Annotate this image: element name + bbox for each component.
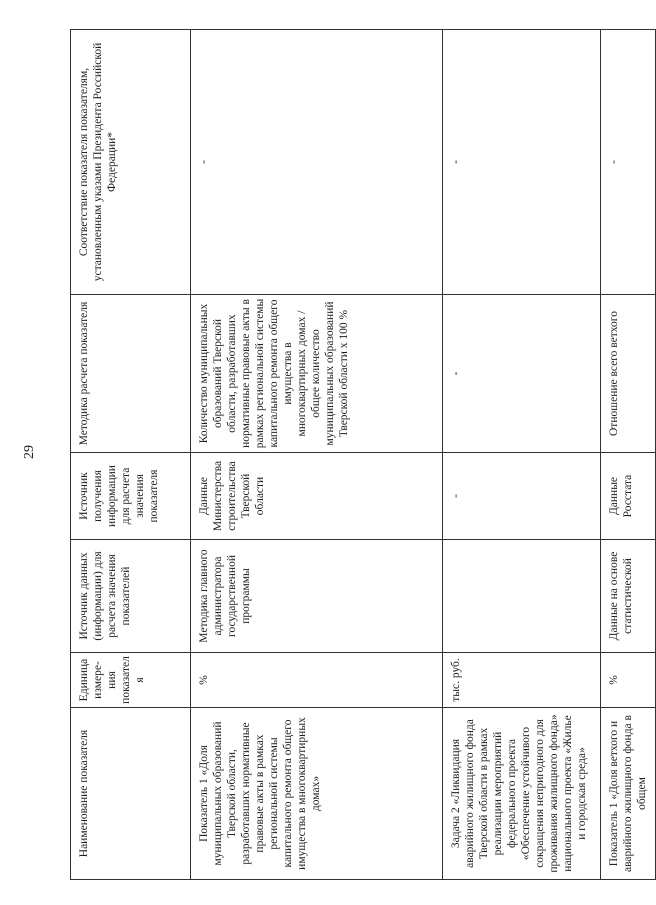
indicator-name-cell: Показатель 1 «Доля ветхого и аварийного жилищного фонда в общем <box>601 708 656 880</box>
info-source-cell: Данные Министерства строительства Тверской области <box>191 453 443 540</box>
data-source-cell: Методика главного администратора государственной программы <box>191 540 443 653</box>
unit-cell: % <box>601 653 656 708</box>
presidential-compliance-cell: - <box>601 30 656 295</box>
method-cell: Отношение всего ветхого <box>601 295 656 453</box>
table-row <box>191 30 443 880</box>
task-name-cell: Задача 2 «Ликвидация аварийного жилищного фонда Тверской области в рамках реализации мероприятий федерального проекта «Обеспечение устойчивого сокращения непригодного для проживания жилищного фонда» национального проекта «Жилье и городская среда» <box>443 708 601 880</box>
header-data-source: Источник данных (информации) для расчета значения показателей <box>71 540 191 653</box>
presidential-compliance-cell: - <box>191 30 443 295</box>
method-cell: - <box>443 295 601 453</box>
unit-cell: тыс. руб. <box>443 653 601 708</box>
indicator-table <box>70 29 656 880</box>
header-indicator-name: Наименование показателя <box>71 708 191 880</box>
page-number: 29 <box>22 445 37 459</box>
indicator-name-cell: Показатель 1 «Доля муниципальных образований Тверской области, разработавших нормативные правовые акты в рамках региональной системы капитального ремонта общего имущества в многоквартирных домах» <box>191 708 443 880</box>
data-source-cell: Данные на основе статистической <box>601 540 656 653</box>
header-presidential-compliance: Соответствие показателя показателям, установленным указами Президента Российской Федерации* <box>71 30 191 295</box>
table-row <box>601 30 656 880</box>
unit-cell: % <box>191 653 443 708</box>
info-source-cell: Данные Росстата <box>601 453 656 540</box>
header-method: Методика расчета показателя <box>71 295 191 453</box>
header-info-source: Источник получения информации для расчета значения показателя <box>71 453 191 540</box>
data-source-cell <box>443 540 601 653</box>
method-cell: Количество муниципальных образований Тверской области, разработавших нормативные правовые акты в рамках региональной системы капитального ремонта общего имущества в многоквартирных домах / общее количество муниципальных образований Тверской области х 100 % <box>191 295 443 453</box>
table-row <box>443 30 601 880</box>
table-header-row <box>71 30 191 880</box>
indicator-table-sheet <box>70 30 649 880</box>
presidential-compliance-cell: - <box>443 30 601 295</box>
info-source-cell: - <box>443 453 601 540</box>
header-unit: Единица измере-ния показателя <box>71 653 191 708</box>
